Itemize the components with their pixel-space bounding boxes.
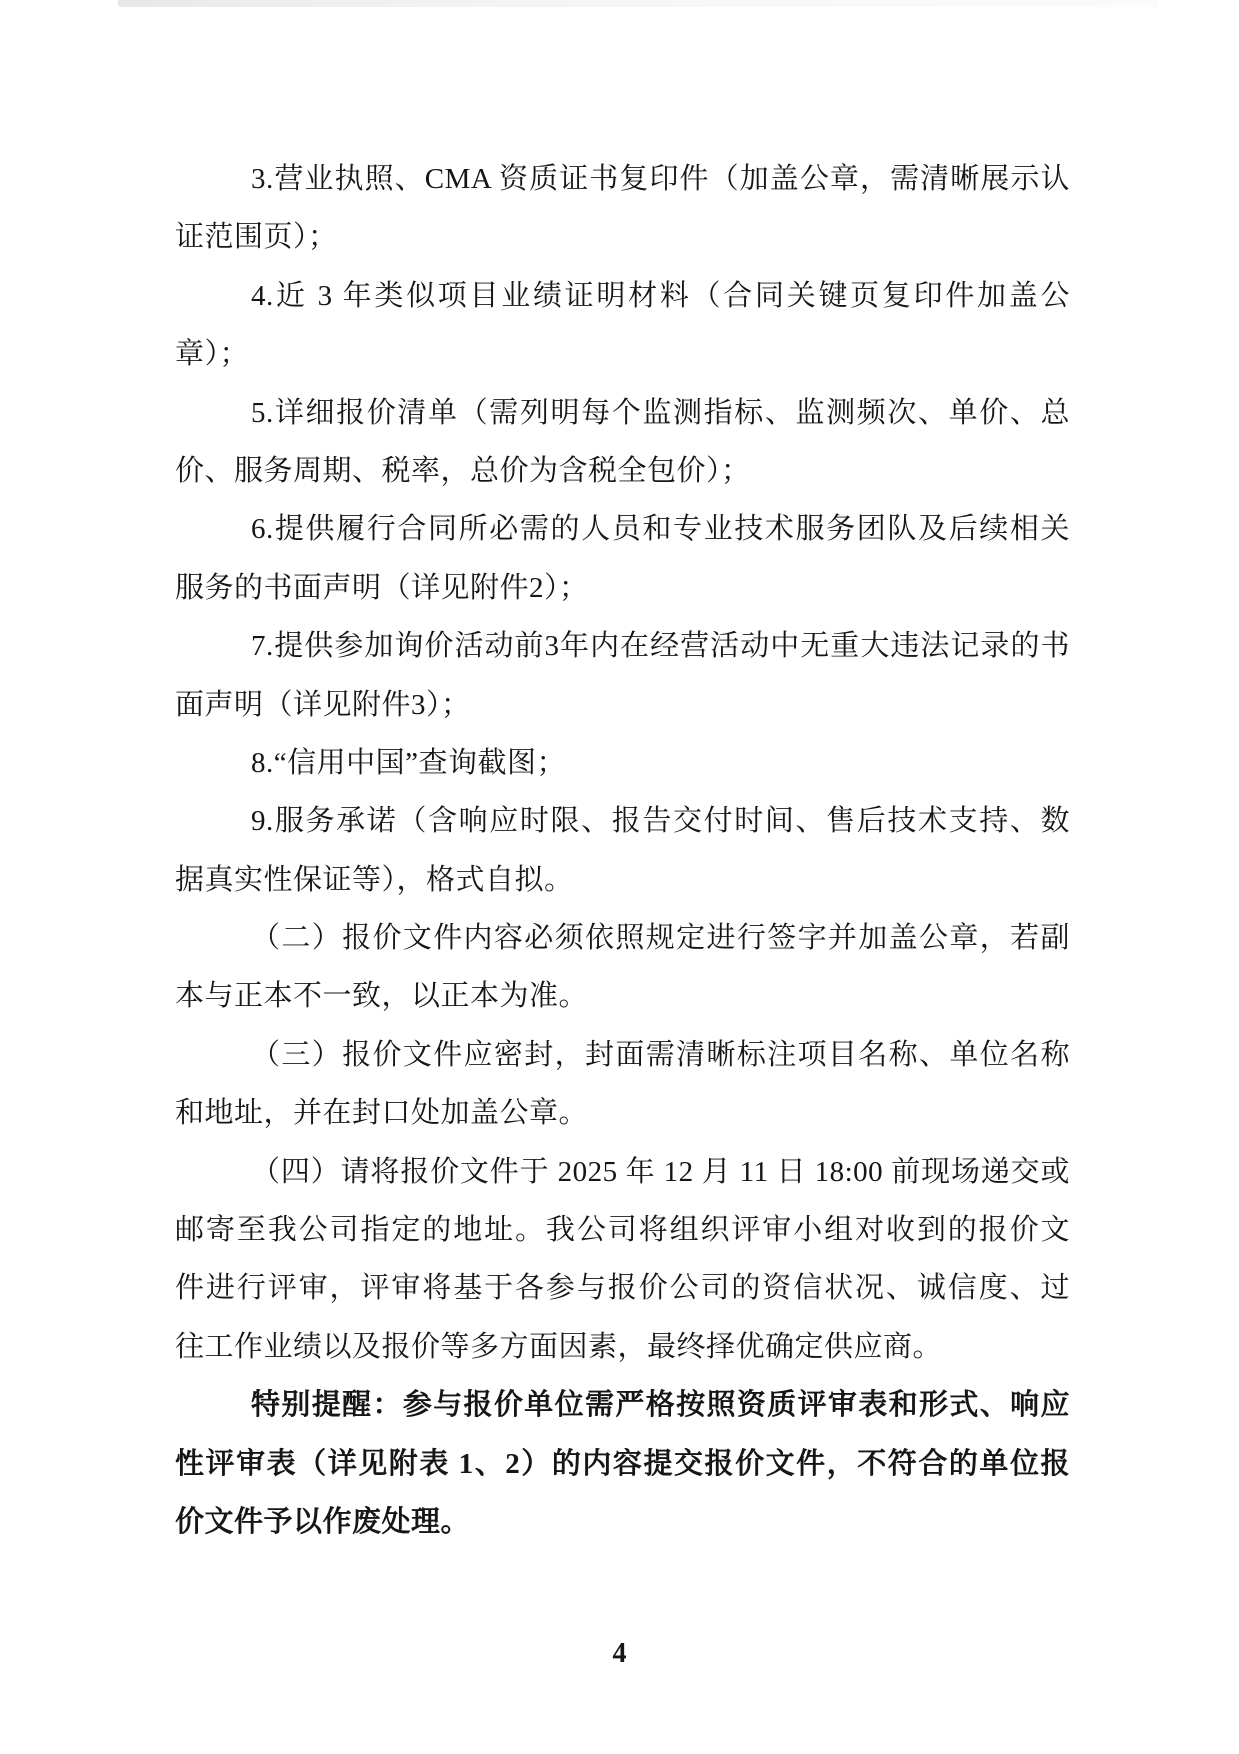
paragraph-item-6 xyxy=(175,500,1070,617)
text-line: 服务的书面声明（详见附件2）； xyxy=(175,571,589,604)
text-line: （三）报价文件应密封，封面需清晰标注项目名称、单位名称 xyxy=(251,1038,1070,1071)
text-line: 邮寄至我公司指定的地址。我公司将组织评审小组对收到的报价文 xyxy=(175,1214,1070,1247)
text-line: 价文件予以作废处理。 xyxy=(175,1505,471,1538)
text-line: 往工作业绩以及报价等多方面因素，最终择优确定供应商。 xyxy=(175,1330,943,1363)
text-line: 7.提供参加询价活动前3年内在经营活动中无重大违法记录的书 xyxy=(251,630,1070,663)
paragraph-section-3 xyxy=(175,1026,1070,1143)
text-line: 8.“信用中国”查询截图； xyxy=(251,746,566,779)
text-line: 9.服务承诺（含响应时限、报告交付时间、售后技术支持、数 xyxy=(251,805,1070,838)
text-line: 5.详细报价清单（需列明每个监测指标、监测频次、单价、总 xyxy=(251,396,1070,429)
text-line: 证范围页）； xyxy=(175,221,338,254)
text-line: 据真实性保证等），格式自拟。 xyxy=(175,863,574,896)
text-line: 件进行评审，评审将基于各参与报价公司的资信状况、诚信度、过 xyxy=(175,1272,1070,1305)
scan-edge-artifact xyxy=(118,0,1158,7)
paragraph-item-9 xyxy=(175,792,1070,909)
text-line: （四）请将报价文件于 2025 年 12 月 11 日 18:00 前现场递交或 xyxy=(251,1155,1070,1188)
paragraph-special-notice xyxy=(175,1376,1070,1551)
paragraph-item-4 xyxy=(175,267,1070,384)
paragraph-section-2 xyxy=(175,909,1070,1026)
page-number: 4 xyxy=(612,1638,627,1669)
text-line: 章）； xyxy=(175,338,250,371)
paragraph-item-5 xyxy=(175,384,1070,501)
paragraph-section-4 xyxy=(175,1143,1070,1377)
text-line: 3.营业执照、CMA 资质证书复印件（加盖公章，需清晰展示认 xyxy=(251,163,1070,195)
text-line: 和地址，并在封口处加盖公章。 xyxy=(175,1097,589,1130)
text-line: 特别提醒：参与报价单位需严格按照资质评审表和形式、响应 xyxy=(251,1389,1070,1422)
paragraph-item-7 xyxy=(175,617,1070,734)
text-line: （二）报价文件内容必须依照规定进行签字并加盖公章，若副 xyxy=(251,922,1070,955)
text-line: 4.近 3 年类似项目业绩证明材料（合同关键页复印件加盖公 xyxy=(251,279,1070,312)
text-line: 价、服务周期、税率，总价为含税全包价）； xyxy=(175,454,751,487)
text-line: 面声明（详见附件3）； xyxy=(175,688,471,721)
text-line: 本与正本不一致，以正本为准。 xyxy=(175,980,589,1013)
paragraph-item-8 xyxy=(175,734,1070,792)
text-line: 6.提供履行合同所必需的人员和专业技术服务团队及后续相关 xyxy=(251,513,1070,546)
paragraph-item-3 xyxy=(175,150,1070,267)
document-body xyxy=(175,150,1070,1551)
text-line: 性评审表（详见附表 1、2）的内容提交报价文件，不符合的单位报 xyxy=(175,1447,1070,1480)
